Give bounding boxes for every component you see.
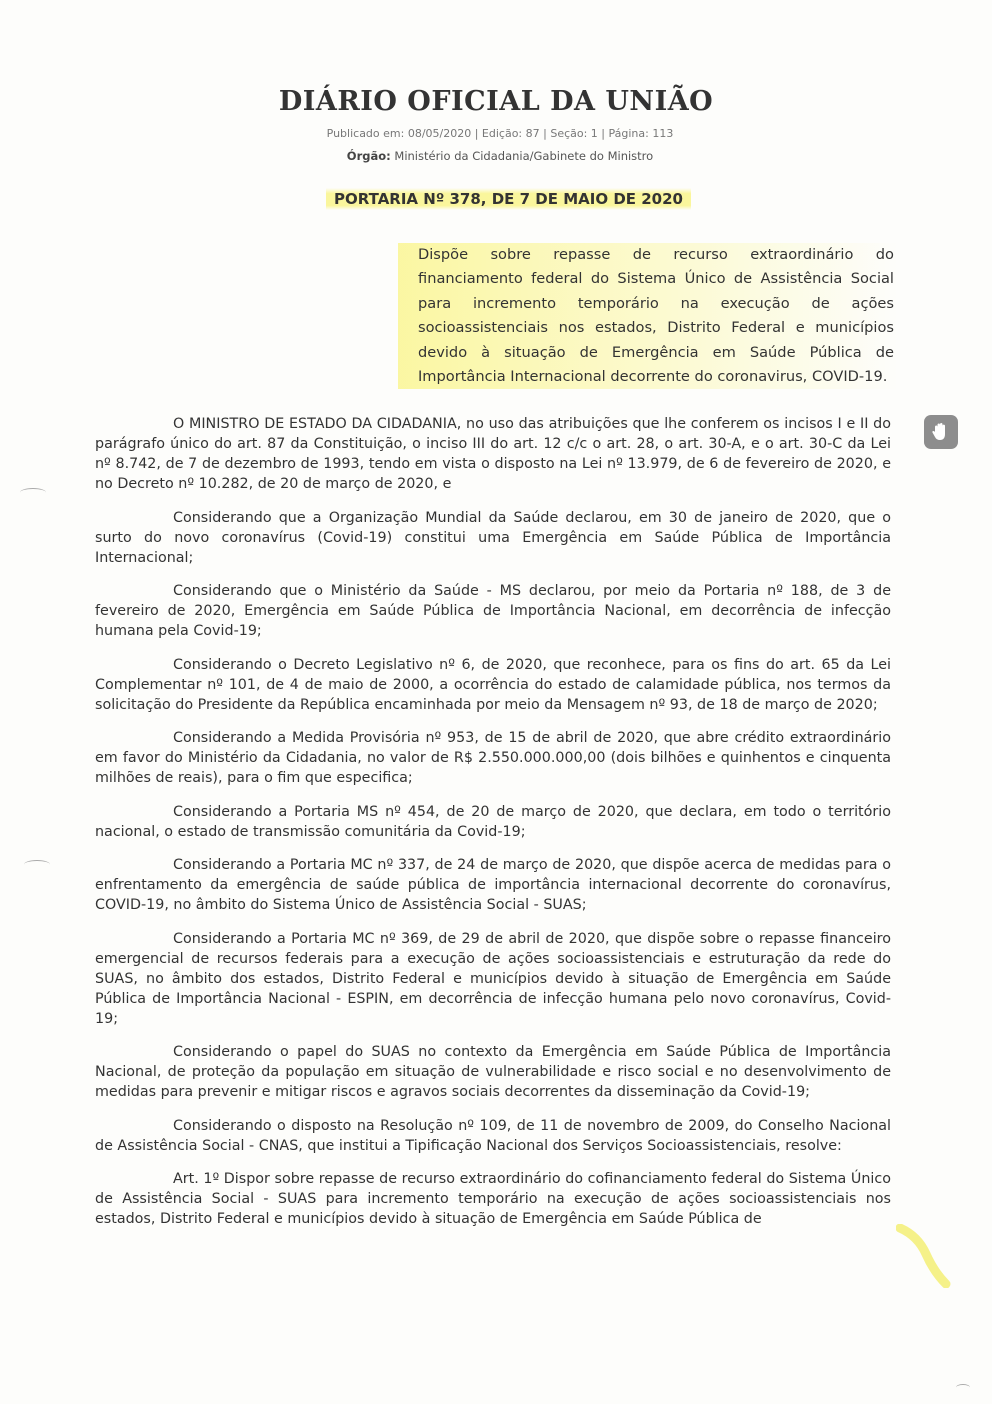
title-container	[326, 189, 691, 208]
document-title: PORTARIA Nº 378, DE 7 DE MAIO DE 2020	[326, 188, 691, 210]
ementa	[398, 243, 898, 389]
document-body	[95, 414, 891, 1243]
orgao-line	[0, 149, 992, 163]
considerando-paragraph: Considerando que a Organização Mundial da Saúde declarou, em 30 de janeiro de 2020, que o surto do novo coronavírus (Covid-19) constitui uma Emergência em Saúde Pública de Importância Internacional;	[95, 509, 891, 566]
masthead: DIÁRIO OFICIAL DA UNIÃO	[278, 86, 714, 117]
considerando-paragraph: Considerando que o Ministério da Saúde - MS declarou, por meio da Portaria nº 188, de 3 de fevereiro de 2020, Emergência em Saúde Pública de Importância Nacional, em decorrência de infecção humana pela Covid-19;	[95, 583, 891, 639]
publication-info: Publicado em: 08/05/2020 | Edição: 87 | Seção: 1 | Página: 113	[326, 127, 674, 140]
scan-artifact	[24, 860, 50, 869]
considerando-paragraph: Considerando o papel do SUAS no contexto da Emergência em Saúde Pública de Importância Nacional, de proteção da população em situação de vulnerabilidade e risco social e no desenvolvimento de medidas para prevenir e mitigar riscos e agravos sociais decorrentes da disseminação da Covid-19;	[95, 1044, 891, 1100]
highlighter-stroke	[896, 1224, 954, 1288]
considerando-paragraph: Considerando a Portaria MC nº 369, de 29 de abril de 2020, que dispõe sobre o repasse financeiro emergencial de recursos federais para a execução de ações socioassistenciais e estruturação da rede do SUAS, no âmbito dos estados, Distrito Federal e municípios devido à situação de Emergência em Saúde Pública de Importância Nacional - ESPIN, em decorrência de infecção humana pelo novo coronavírus, Covid-19;	[95, 930, 891, 1027]
considerando-paragraph: Considerando o Decreto Legislativo nº 6, de 2020, que reconhece, para os fins do art. 65 da Lei Complementar nº 101, de 4 de maio de 2000, a ocorrência do estado de calamidade pública, nos termos da solicitação do Presidente da República encaminhada por meio da Mensagem nº 93, de 18 de março de 2020;	[95, 656, 891, 713]
hand-icon	[924, 415, 958, 449]
considerando-paragraph: Considerando o disposto na Resolução nº 109, de 11 de novembro de 2009, do Conselho Nacional de Assistência Social - CNAS, que institui a Tipificação Nacional dos Serviços Socioassistenciais, resolve:	[95, 1117, 891, 1154]
scan-artifact	[956, 1384, 970, 1391]
article-1-paragraph: Art. 1º Dispor sobre repasse de recurso extraordinário do cofinanciamento federal do Sistema Único de Assistência Social - SUAS para incremento temporário na execução de ações socioassistenciais nos estados, Distrito Federal e municípios devido à situação de Emergência em Saúde Pública de	[95, 1171, 891, 1227]
orgao-value: Ministério da Cidadania/Gabinete do Ministro	[394, 149, 654, 163]
considerando-paragraph: Considerando a Portaria MC nº 337, de 24 de março de 2020, que dispõe acerca de medidas para o enfrentamento da emergência de saúde pública de importância internacional decorrente do coronavírus, COVID-19, no âmbito do Sistema Único de Assistência Social - SUAS;	[95, 857, 891, 913]
scan-artifact	[20, 488, 46, 497]
considerando-paragraph: Considerando a Medida Provisória nº 953, de 15 de abril de 2020, que abre crédito extraordinário em favor do Ministério da Cidadania, no valor de R$ 2.550.000.000,00 (dois bilhões e quinhentos e cinquenta milhões de reais), para o fim que especifica;	[95, 730, 891, 786]
considerando-paragraph: Considerando a Portaria MS nº 454, de 20 de março de 2020, que declara, em todo o território nacional, o estado de transmissão comunitária da Covid-19;	[95, 803, 891, 840]
orgao-label: Órgão:	[346, 149, 391, 163]
ementa-text: Dispõe sobre repasse de recurso extraordinário do financiamento federal do Sistema Único de Assistência Social para incremento temporário na execução de ações socioassistenciais nos estados, Distrito Federal e municípios devido à situação de Emergência em Saúde Pública de Importância Internacional decorrente do coronavirus, COVID-19.	[398, 243, 898, 389]
preamble-paragraph: O MINISTRO DE ESTADO DA CIDADANIA, no uso das atribuições que lhe conferem os incisos I e II do parágrafo único do art. 87 da Constituição, o inciso III do art. 12 c/c o art. 28, o art. 30-A, e o art. 30-C da Lei nº 8.742, de 7 de dezembro de 1993, tendo em vista o disposto na Lei nº 13.979, de 6 de fevereiro de 2020, e no Decreto nº 10.282, de 20 de março de 2020, e	[95, 416, 891, 492]
